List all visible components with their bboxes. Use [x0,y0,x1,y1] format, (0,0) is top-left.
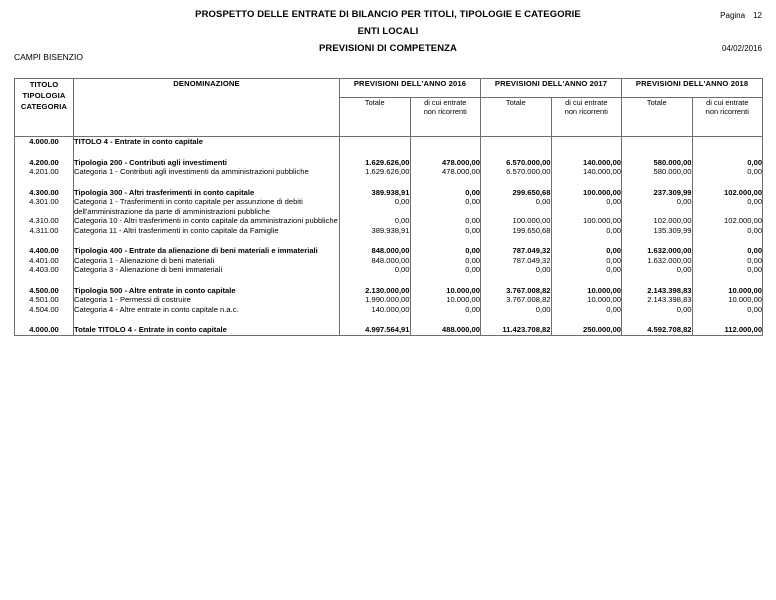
spacer-cell [551,177,622,188]
amount-2016-non-ricorrenti: 10.000,00 [410,295,481,305]
amount-2016-non-ricorrenti: 478.000,00 [410,167,481,177]
amount-2016-non-ricorrenti [410,137,481,147]
row-denominazione: TITOLO 4 - Entrate in conto capitale [74,137,340,147]
amount-2018-non-ricorrenti: 0,00 [692,197,763,216]
amount-2016-non-ricorrenti: 0,00 [410,188,481,198]
amount-2017-non-ricorrenti: 10.000,00 [551,295,622,305]
amount-2017-totale: 11.423.708,82 [481,325,552,335]
spacer-cell [692,177,763,188]
row-code: 4.000.00 [15,325,74,335]
amount-2017-non-ricorrenti: 140.000,00 [551,167,622,177]
table-row[interactable] [15,286,763,296]
spacer-cell [410,314,481,325]
table-row[interactable] [15,325,763,335]
col-header-codice [15,79,74,137]
row-code: 4.000.00 [15,137,74,147]
spacer-cell [410,147,481,158]
spacer-cell [622,235,693,246]
spacer-cell [622,314,693,325]
spacer-cell [551,235,622,246]
spacer-cell [622,275,693,286]
amount-2018-non-ricorrenti: 0,00 [692,305,763,315]
amount-2017-non-ricorrenti [551,137,622,147]
spacer-cell [410,235,481,246]
table-row[interactable] [15,265,763,275]
table-row[interactable] [15,216,763,226]
amount-2016-non-ricorrenti: 10.000,00 [410,286,481,296]
table-spacer-row [15,314,763,325]
amount-2017-totale: 6.570.000,00 [481,158,552,168]
row-denominazione: Totale TITOLO 4 - Entrate in conto capitale [74,325,340,335]
spacer-cell [622,147,693,158]
spacer-cell [340,314,411,325]
row-code: 4.200.00 [15,158,74,168]
row-code: 4.403.00 [15,265,74,275]
row-code: 4.504.00 [15,305,74,315]
row-denominazione: Categoria 1 - Alienazione di beni materiali [74,256,340,266]
table-row[interactable] [15,256,763,266]
amount-2018-non-ricorrenti: 112.000,00 [692,325,763,335]
col-header-2016-totale: Totale [340,98,411,137]
nonrec-line-2: non ricorrenti [705,107,749,116]
amount-2016-totale: 389.938,91 [340,188,411,198]
amount-2018-totale: 580.000,00 [622,158,693,168]
row-code: 4.201.00 [15,167,74,177]
spacer-cell [340,235,411,246]
print-date: 04/02/2016 [721,44,762,53]
spacer-cell [15,177,74,188]
amount-2017-non-ricorrenti: 100.000,00 [551,216,622,226]
amount-2017-totale: 0,00 [481,197,552,216]
page-header [0,0,776,72]
nonrec-line-2: non ricorrenti [423,107,467,116]
spacer-cell [551,147,622,158]
row-denominazione: Categoria 10 - Altri trasferimenti in conto capitale da amministrazioni pubbliche [74,216,338,225]
col-header-year-2017: PREVISIONI DELL'ANNO 2017 [481,79,622,98]
spacer-cell [622,177,693,188]
amount-2018-totale: 102.000,00 [622,216,693,226]
spacer-cell [551,314,622,325]
amount-2016-totale: 4.997.564,91 [340,325,411,335]
amount-2017-totale: 6.570.000,00 [481,167,552,177]
amount-2016-totale: 140.000,00 [340,305,411,315]
row-denominazione: Categoria 3 - Alienazione di beni immateriali [74,265,340,275]
spacer-cell [692,275,763,286]
amount-2016-non-ricorrenti: 478.000,00 [410,158,481,168]
col-header-denominazione: DENOMINAZIONE [74,79,340,137]
amount-2017-non-ricorrenti: 0,00 [551,305,622,315]
amount-2016-totale: 1.629.626,00 [340,158,411,168]
amount-2018-totale: 4.592.708,82 [622,325,693,335]
amount-2016-totale: 848.000,00 [340,256,411,266]
amount-2017-totale: 299.650,68 [481,188,552,198]
entity-name: CAMPI BISENZIO [14,52,83,62]
amount-2017-non-ricorrenti: 0,00 [551,226,622,236]
spacer-cell [340,177,411,188]
spacer-cell [15,314,74,325]
spacer-cell [481,314,552,325]
row-code: 4.300.00 [15,188,74,198]
table-spacer-row [15,275,763,286]
amount-2016-non-ricorrenti: 0,00 [410,246,481,256]
spacer-cell [340,147,411,158]
row-code: 4.500.00 [15,286,74,296]
amount-2016-totale: 0,00 [340,197,411,216]
amount-2018-totale [622,137,693,147]
page-indicator [720,11,762,20]
amount-2018-totale: 0,00 [622,265,693,275]
amount-2018-non-ricorrenti: 0,00 [692,256,763,266]
row-code: 4.310.00 [15,216,74,226]
document-title-line-2: ENTI LOCALI [357,26,419,37]
row-denominazione: Categoria 1 - Trasferimenti in conto capitale per assunzione di debiti dell'amministrazione da parte di amministrazioni pubbliche [74,197,340,216]
spacer-cell [481,275,552,286]
col-header-2017-totale: Totale [481,98,552,137]
col-header-year-2018: PREVISIONI DELL'ANNO 2018 [622,79,763,98]
col-header-titolo: TITOLO [29,80,59,89]
table-row[interactable] [15,188,763,198]
amount-2018-non-ricorrenti: 10.000,00 [692,286,763,296]
row-denominazione: Categoria 4 - Altre entrate in conto capitale n.a.c. [74,305,340,315]
amount-2018-totale: 1.632.000,00 [622,246,693,256]
amount-2018-non-ricorrenti: 0,00 [692,158,763,168]
amount-2017-non-ricorrenti: 0,00 [551,265,622,275]
spacer-cell [692,147,763,158]
table-head [15,79,763,137]
amount-2018-non-ricorrenti: 0,00 [692,167,763,177]
amount-2016-non-ricorrenti: 0,00 [410,197,481,216]
spacer-cell [692,314,763,325]
amount-2016-totale: 1.990.000,00 [340,295,411,305]
row-denominazione: Categoria 11 - Altri trasferimenti in conto capitale da Famiglie [74,226,340,236]
amount-2016-non-ricorrenti: 0,00 [410,265,481,275]
spacer-cell [15,275,74,286]
amount-2018-totale: 580.000,00 [622,167,693,177]
amount-2016-totale: 389.938,91 [340,226,411,236]
amount-2016-non-ricorrenti: 0,00 [410,216,481,226]
amount-2017-non-ricorrenti: 100.000,00 [551,188,622,198]
amount-2018-totale: 1.632.000,00 [622,256,693,266]
spacer-cell [692,235,763,246]
amount-2017-totale: 0,00 [481,265,552,275]
amount-2016-totale: 0,00 [340,265,411,275]
amount-2018-non-ricorrenti: 0,00 [692,265,763,275]
amount-2016-totale: 2.130.000,00 [340,286,411,296]
row-denominazione: Categoria 1 - Permessi di costruire [74,295,340,305]
col-header-categoria: CATEGORIA [20,102,68,111]
amount-2018-non-ricorrenti: 0,00 [692,226,763,236]
amount-2018-non-ricorrenti [692,137,763,147]
amount-2018-non-ricorrenti: 102.000,00 [692,188,763,198]
col-header-tipologia: TIPOLOGIA [22,91,66,100]
spacer-cell [340,275,411,286]
amount-2016-non-ricorrenti: 0,00 [410,256,481,266]
page-label: Pagina [720,11,746,20]
row-code: 4.311.00 [15,226,74,236]
col-header-year-2016: PREVISIONI DELL'ANNO 2016 [340,79,481,98]
nonrec-line-2: non ricorrenti [564,107,608,116]
amount-2017-non-ricorrenti: 0,00 [551,256,622,266]
amount-2016-totale: 0,00 [340,216,411,226]
row-denominazione: Tipologia 400 - Entrate da alienazione di beni materiali e immateriali [74,246,340,256]
table-row[interactable] [15,197,763,216]
amount-2016-non-ricorrenti: 0,00 [410,226,481,236]
col-header-2018-totale: Totale [622,98,693,137]
row-denominazione: Categoria 1 - Contributi agli investimenti da amministrazioni pubbliche [74,167,340,177]
spacer-cell [551,275,622,286]
amount-2017-totale: 787.049,32 [481,246,552,256]
spacer-cell [410,275,481,286]
amount-2017-totale: 3.767.008,82 [481,286,552,296]
document-title-line-3: PREVISIONI DI COMPETENZA [318,43,458,54]
table-spacer-row [15,235,763,246]
amount-2017-totale [481,137,552,147]
row-denominazione: Tipologia 200 - Contributi agli investimenti [74,158,340,168]
amount-2017-non-ricorrenti: 10.000,00 [551,286,622,296]
nonrec-line-1: di cui entrate [565,98,608,107]
table-head-row-1 [15,79,763,98]
amount-2018-totale: 2.143.398,83 [622,295,693,305]
nonrec-line-1: di cui entrate [424,98,467,107]
row-code: 4.301.00 [15,197,74,216]
spacer-cell [410,177,481,188]
col-header-2017-non-ricorrenti [551,98,622,137]
spacer-cell [74,314,340,325]
spacer-cell [74,147,340,158]
amount-2016-totale [340,137,411,147]
spacer-cell [481,147,552,158]
spacer-cell [481,177,552,188]
row-denominazione: Tipologia 500 - Altre entrate in conto capitale [74,286,340,296]
table-spacer-row [15,147,763,158]
amount-2017-non-ricorrenti: 250.000,00 [551,325,622,335]
amount-2017-totale: 787.049,32 [481,256,552,266]
amount-2018-totale: 135.309,99 [622,226,693,236]
amount-2017-non-ricorrenti: 0,00 [551,246,622,256]
table-row[interactable] [15,246,763,256]
amount-2017-non-ricorrenti: 0,00 [551,197,622,216]
amount-2016-non-ricorrenti: 488.000,00 [410,325,481,335]
spacer-cell [15,147,74,158]
table-row[interactable] [15,137,763,147]
ledger-sheet [14,78,762,336]
budget-table [14,78,763,336]
amount-2017-non-ricorrenti: 140.000,00 [551,158,622,168]
document-title-line-1: PROSPETTO DELLE ENTRATE DI BILANCIO PER TITOLI, TIPOLOGIE E CATEGORIE [195,9,581,20]
amount-2016-non-ricorrenti: 0,00 [410,305,481,315]
amount-2017-totale: 199.650,68 [481,226,552,236]
amount-2018-totale: 0,00 [622,305,693,315]
nonrec-line-1: di cui entrate [706,98,749,107]
row-denominazione: Tipologia 300 - Altri trasferimenti in conto capitale [74,188,340,198]
row-code: 4.400.00 [15,246,74,256]
amount-2018-totale: 237.309,99 [622,188,693,198]
spacer-cell [74,177,340,188]
amount-2018-totale: 0,00 [622,197,693,216]
table-row[interactable] [15,158,763,168]
row-code: 4.501.00 [15,295,74,305]
spacer-cell [74,235,340,246]
spacer-cell [15,235,74,246]
document-title-block [0,6,776,57]
col-header-2018-non-ricorrenti [692,98,763,137]
col-header-2016-non-ricorrenti [410,98,481,137]
table-row[interactable] [15,305,763,315]
spacer-cell [74,275,340,286]
row-code: 4.401.00 [15,256,74,266]
amount-2016-totale: 848.000,00 [340,246,411,256]
amount-2018-non-ricorrenti: 102.000,00 [692,216,763,226]
table-row[interactable] [15,167,763,177]
amount-2018-totale: 2.143.398,83 [622,286,693,296]
amount-2018-non-ricorrenti: 0,00 [692,246,763,256]
table-body [15,137,763,336]
spacer-cell [481,235,552,246]
amount-2016-totale: 1.629.626,00 [340,167,411,177]
table-spacer-row [15,177,763,188]
amount-2017-totale: 3.767.008,82 [481,295,552,305]
amount-2017-totale: 100.000,00 [481,216,552,226]
page-number: 12 [753,11,762,20]
table-row[interactable] [15,226,763,236]
amount-2017-totale: 0,00 [481,305,552,315]
amount-2018-non-ricorrenti: 10.000,00 [692,295,763,305]
table-row[interactable] [15,295,763,305]
